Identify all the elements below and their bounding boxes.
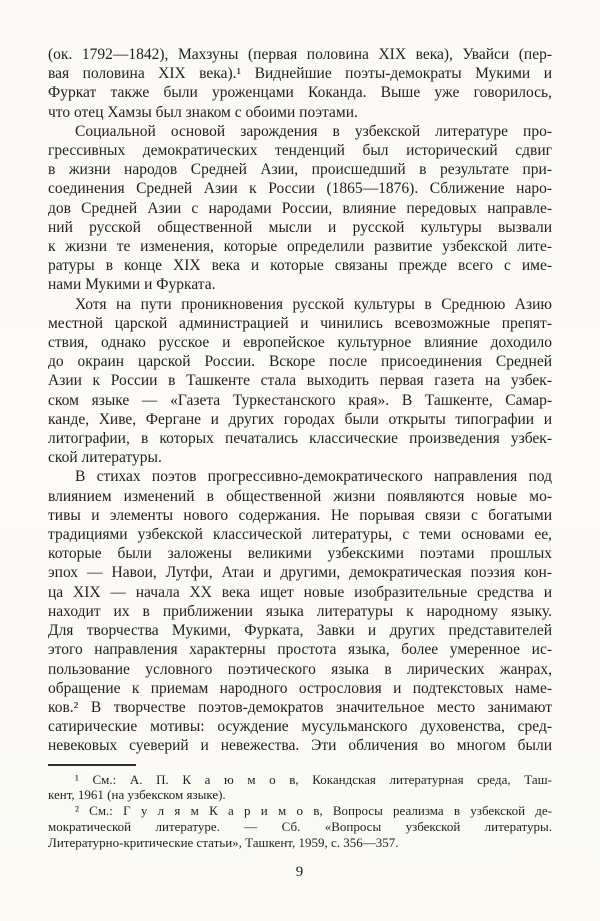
text-line: к жизни те изменения, которые определили развитие узбекской лите- <box>48 238 552 256</box>
text-line: сатирические мотивы: осуждение мусульманского духовенства, сред- <box>48 718 552 736</box>
paragraph <box>48 122 552 295</box>
text-line: Социальной основой зарождения в узбекской литературе про- <box>75 122 552 140</box>
footnote-line: мократической литературе. — Сб. «Вопросы узбекской литературы. <box>48 818 552 834</box>
text-line: вая половина XIX века).¹ Виднейшие поэты-демократы Мукими и <box>48 65 552 83</box>
text-line: ратуры в конце XIX века и которые связаны прежде всего с име- <box>48 257 552 275</box>
text-line: литографии, в которых печатались классические произведения узбек- <box>48 430 552 448</box>
text-line: ца XIX — начала XX века ищет новые изобразительные средства и <box>48 583 552 601</box>
page-body <box>48 45 552 756</box>
footnote <box>48 772 552 804</box>
text-line: традициями узбекской классической литературы, с теми основами ее, <box>48 526 552 544</box>
text-line: находит их в приближении языка литературы к народному языку. <box>48 602 552 620</box>
text-line: тивы и элементы нового содержания. Не порывая связи с богатыми <box>48 506 552 524</box>
text-line: пользование условного поэтического языка в лирических жанрах, <box>48 660 552 678</box>
footnote <box>48 803 552 850</box>
text-line: канде, Хиве, Фергане и других городах были открыты типографии и <box>48 410 552 428</box>
text-line: ний русской общественной мысли и русской культуры вызвали <box>48 218 552 236</box>
footnote-line: кент, 1961 (на узбекском языке). <box>48 787 226 803</box>
text-line: Хотя на пути проникновения русской культуры в Среднюю Азию <box>75 295 552 313</box>
paragraph <box>48 45 552 122</box>
text-line: эпох — Навои, Лутфи, Атаи и другими, демократическая поэзия кон- <box>48 564 552 582</box>
text-line: в жизни народов Средней Азии, происшедший в результате при- <box>48 161 552 179</box>
footnotes <box>48 772 552 851</box>
text-line: ском языке — «Газета Туркестанского края». В Ташкенте, Самар- <box>48 391 552 409</box>
text-line: В стихах поэтов прогрессивно-демократического направления под <box>75 468 552 486</box>
text-line: ков.² В творчестве поэтов-демократов значительное место занимают <box>48 698 552 716</box>
footnote-separator <box>48 764 136 766</box>
paragraph <box>48 295 552 468</box>
text-line: ствия, однако русское и европейское культурное влияние доходило <box>48 334 552 352</box>
text-line: Для творчества Мукими, Фурката, Завки и других представителей <box>48 622 552 640</box>
text-line: ской литературы. <box>48 449 162 467</box>
footnote-line: Литературно-критические статьи», Ташкент, 1959, с. 356—357. <box>48 834 399 850</box>
footnote-line: ² См.: Г у л я м К а р и м о в, Вопросы реализма в узбекской де- <box>75 803 552 819</box>
text-line: Азии к России в Ташкенте стала выходить первая газета на узбек- <box>48 372 552 390</box>
text-line: местной царской администрацией и чинились всевозможные препят- <box>48 314 552 332</box>
text-line: что отец Хамзы был знаком с обоими поэтами. <box>48 103 358 121</box>
text-line: грессивных демократических тенденций был исторический сдвиг <box>48 142 552 160</box>
paragraph <box>48 467 552 755</box>
text-line: этого направления характерны простота языка, более умеренное ис- <box>48 641 552 659</box>
text-line: влиянием изменений в общественной жизни появляются новые мо- <box>48 487 552 505</box>
text-line: нами Мукими и Фурката. <box>48 276 216 294</box>
text-line: невековых суеверий и невежества. Эти обличения во многом были <box>48 737 552 755</box>
text-line: соединения Средней Азии к России (1865—1876). Сближение наро- <box>48 180 552 198</box>
text-line: которые были заложены великими узбекскими поэтами прошлых <box>48 545 552 563</box>
text-line: до окраин царской России. Вскоре после присоединения Средней <box>48 353 552 371</box>
page-number: 9 <box>295 863 305 880</box>
text-line: Фуркат также были уроженцами Коканда. Выше уже говорилось, <box>48 84 552 102</box>
text-line: обращение к приемам народного острословия и подтекстовых наме- <box>48 679 552 697</box>
text-line: (ок. 1792—1842), Махзуны (первая половина XIX века), Увайси (пер- <box>48 46 552 63</box>
footnote-line: ¹ См.: А. П. К а ю м о в, Кокандская литературная среда, Таш- <box>75 771 552 787</box>
text-line: дов Средней Азии с народами России, влияние передовых направле- <box>48 199 552 217</box>
